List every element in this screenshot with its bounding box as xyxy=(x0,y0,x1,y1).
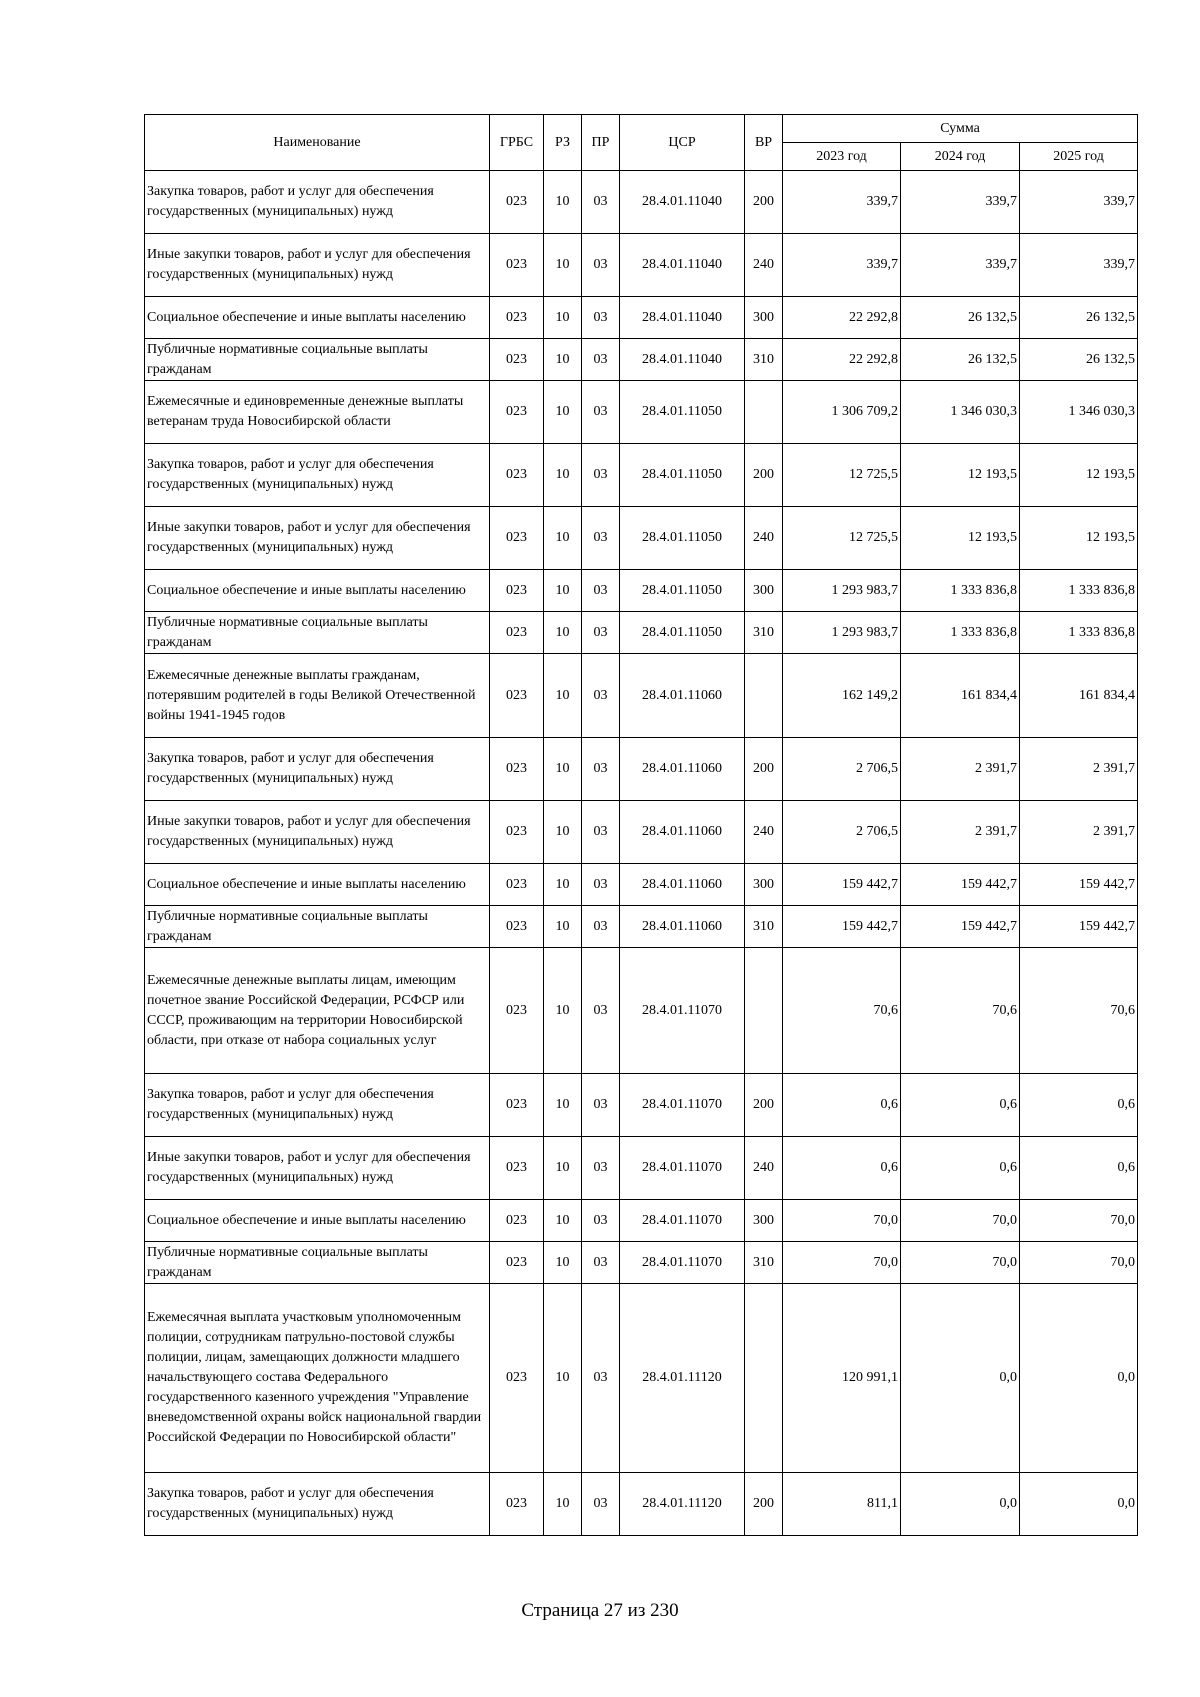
cell-grbs: 023 xyxy=(490,948,544,1074)
cell-sum-2025: 0,6 xyxy=(1020,1074,1138,1137)
table-row xyxy=(145,1242,1138,1284)
cell-csr: 28.4.01.11070 xyxy=(620,948,745,1074)
cell-sum-2025: 70,6 xyxy=(1020,948,1138,1074)
header-name: Наименование xyxy=(145,115,490,171)
cell-pr: 03 xyxy=(582,1473,620,1536)
cell-sum-2023: 811,1 xyxy=(783,1473,901,1536)
cell-csr: 28.4.01.11060 xyxy=(620,738,745,801)
cell-sum-2023: 162 149,2 xyxy=(783,654,901,738)
cell-rz: 10 xyxy=(544,1137,582,1200)
cell-sum-2025: 2 391,7 xyxy=(1020,738,1138,801)
table-body xyxy=(145,171,1138,1536)
table-row xyxy=(145,948,1138,1074)
cell-pr: 03 xyxy=(582,1200,620,1242)
cell-vr: 310 xyxy=(745,1242,783,1284)
header-vr: ВР xyxy=(745,115,783,171)
table-row xyxy=(145,1473,1138,1536)
cell-pr: 03 xyxy=(582,801,620,864)
cell-sum-2024: 1 333 836,8 xyxy=(901,570,1020,612)
table-row xyxy=(145,444,1138,507)
cell-sum-2025: 339,7 xyxy=(1020,234,1138,297)
cell-grbs: 023 xyxy=(490,1200,544,1242)
cell-sum-2025: 70,0 xyxy=(1020,1242,1138,1284)
cell-pr: 03 xyxy=(582,507,620,570)
cell-pr: 03 xyxy=(582,612,620,654)
cell-csr: 28.4.01.11050 xyxy=(620,570,745,612)
cell-grbs: 023 xyxy=(490,339,544,381)
cell-sum-2025: 26 132,5 xyxy=(1020,297,1138,339)
cell-sum-2023: 159 442,7 xyxy=(783,906,901,948)
cell-name: Социальное обеспечение и иные выплаты населению xyxy=(145,297,490,339)
cell-rz: 10 xyxy=(544,801,582,864)
cell-grbs: 023 xyxy=(490,864,544,906)
header-rz: РЗ xyxy=(544,115,582,171)
cell-csr: 28.4.01.11050 xyxy=(620,444,745,507)
cell-name: Иные закупки товаров, работ и услуг для обеспечения государственных (муниципальных) нужд xyxy=(145,234,490,297)
cell-name: Закупка товаров, работ и услуг для обеспечения государственных (муниципальных) нужд xyxy=(145,444,490,507)
cell-sum-2023: 159 442,7 xyxy=(783,864,901,906)
cell-name: Иные закупки товаров, работ и услуг для обеспечения государственных (муниципальных) нужд xyxy=(145,507,490,570)
cell-sum-2025: 161 834,4 xyxy=(1020,654,1138,738)
cell-sum-2023: 339,7 xyxy=(783,234,901,297)
cell-rz: 10 xyxy=(544,381,582,444)
cell-vr xyxy=(745,1284,783,1473)
table-row xyxy=(145,1074,1138,1137)
cell-vr: 200 xyxy=(745,738,783,801)
cell-csr: 28.4.01.11070 xyxy=(620,1200,745,1242)
cell-grbs: 023 xyxy=(490,444,544,507)
table-row xyxy=(145,297,1138,339)
cell-grbs: 023 xyxy=(490,738,544,801)
cell-sum-2024: 0,0 xyxy=(901,1473,1020,1536)
cell-pr: 03 xyxy=(582,864,620,906)
cell-csr: 28.4.01.11070 xyxy=(620,1242,745,1284)
cell-sum-2025: 159 442,7 xyxy=(1020,906,1138,948)
table-row xyxy=(145,171,1138,234)
cell-csr: 28.4.01.11040 xyxy=(620,234,745,297)
cell-pr: 03 xyxy=(582,738,620,801)
cell-sum-2024: 12 193,5 xyxy=(901,507,1020,570)
cell-sum-2024: 161 834,4 xyxy=(901,654,1020,738)
cell-sum-2025: 0,0 xyxy=(1020,1284,1138,1473)
header-grbs: ГРБС xyxy=(490,115,544,171)
cell-csr: 28.4.01.11060 xyxy=(620,864,745,906)
cell-name: Ежемесячные денежные выплаты гражданам, потерявшим родителей в годы Великой Отечественной войны 1941-1945 годов xyxy=(145,654,490,738)
cell-sum-2023: 12 725,5 xyxy=(783,507,901,570)
cell-pr: 03 xyxy=(582,297,620,339)
cell-vr xyxy=(745,654,783,738)
cell-sum-2023: 2 706,5 xyxy=(783,801,901,864)
cell-rz: 10 xyxy=(544,864,582,906)
header-sum: Сумма xyxy=(783,115,1138,143)
cell-rz: 10 xyxy=(544,1284,582,1473)
cell-pr: 03 xyxy=(582,570,620,612)
cell-name: Закупка товаров, работ и услуг для обеспечения государственных (муниципальных) нужд xyxy=(145,1473,490,1536)
cell-sum-2023: 1 306 709,2 xyxy=(783,381,901,444)
cell-csr: 28.4.01.11040 xyxy=(620,171,745,234)
cell-pr: 03 xyxy=(582,1242,620,1284)
cell-rz: 10 xyxy=(544,444,582,507)
cell-name: Ежемесячные и единовременные денежные выплаты ветеранам труда Новосибирской области xyxy=(145,381,490,444)
cell-grbs: 023 xyxy=(490,1242,544,1284)
cell-rz: 10 xyxy=(544,1473,582,1536)
cell-rz: 10 xyxy=(544,1242,582,1284)
table-row xyxy=(145,570,1138,612)
cell-sum-2023: 120 991,1 xyxy=(783,1284,901,1473)
table-row xyxy=(145,612,1138,654)
cell-name: Социальное обеспечение и иные выплаты населению xyxy=(145,1200,490,1242)
cell-rz: 10 xyxy=(544,612,582,654)
header-year-2023: 2023 год xyxy=(783,143,901,171)
cell-sum-2024: 0,0 xyxy=(901,1284,1020,1473)
header-year-2024: 2024 год xyxy=(901,143,1020,171)
cell-sum-2023: 22 292,8 xyxy=(783,297,901,339)
cell-vr: 240 xyxy=(745,1137,783,1200)
cell-grbs: 023 xyxy=(490,570,544,612)
cell-sum-2024: 0,6 xyxy=(901,1137,1020,1200)
cell-sum-2024: 70,0 xyxy=(901,1200,1020,1242)
cell-pr: 03 xyxy=(582,1137,620,1200)
cell-sum-2025: 1 346 030,3 xyxy=(1020,381,1138,444)
cell-grbs: 023 xyxy=(490,906,544,948)
cell-sum-2025: 2 391,7 xyxy=(1020,801,1138,864)
cell-pr: 03 xyxy=(582,1074,620,1137)
cell-sum-2024: 26 132,5 xyxy=(901,297,1020,339)
cell-sum-2024: 159 442,7 xyxy=(901,864,1020,906)
cell-pr: 03 xyxy=(582,381,620,444)
cell-sum-2025: 339,7 xyxy=(1020,171,1138,234)
budget-table xyxy=(144,114,1138,1536)
cell-name: Публичные нормативные социальные выплаты гражданам xyxy=(145,1242,490,1284)
cell-sum-2025: 159 442,7 xyxy=(1020,864,1138,906)
cell-vr xyxy=(745,381,783,444)
cell-grbs: 023 xyxy=(490,171,544,234)
cell-sum-2024: 26 132,5 xyxy=(901,339,1020,381)
cell-name: Закупка товаров, работ и услуг для обеспечения государственных (муниципальных) нужд xyxy=(145,171,490,234)
cell-name: Публичные нормативные социальные выплаты гражданам xyxy=(145,906,490,948)
cell-vr: 310 xyxy=(745,906,783,948)
cell-csr: 28.4.01.11050 xyxy=(620,612,745,654)
cell-sum-2023: 1 293 983,7 xyxy=(783,570,901,612)
cell-pr: 03 xyxy=(582,906,620,948)
cell-rz: 10 xyxy=(544,906,582,948)
cell-grbs: 023 xyxy=(490,234,544,297)
cell-name: Социальное обеспечение и иные выплаты населению xyxy=(145,570,490,612)
cell-sum-2023: 70,6 xyxy=(783,948,901,1074)
cell-rz: 10 xyxy=(544,234,582,297)
cell-sum-2024: 159 442,7 xyxy=(901,906,1020,948)
cell-sum-2025: 0,6 xyxy=(1020,1137,1138,1200)
cell-csr: 28.4.01.11120 xyxy=(620,1473,745,1536)
cell-csr: 28.4.01.11070 xyxy=(620,1074,745,1137)
cell-sum-2024: 70,0 xyxy=(901,1242,1020,1284)
cell-pr: 03 xyxy=(582,1284,620,1473)
cell-csr: 28.4.01.11070 xyxy=(620,1137,745,1200)
table-row xyxy=(145,801,1138,864)
cell-vr: 300 xyxy=(745,297,783,339)
header-csr: ЦСР xyxy=(620,115,745,171)
cell-rz: 10 xyxy=(544,297,582,339)
cell-name: Закупка товаров, работ и услуг для обеспечения государственных (муниципальных) нужд xyxy=(145,738,490,801)
cell-name: Иные закупки товаров, работ и услуг для обеспечения государственных (муниципальных) нужд xyxy=(145,801,490,864)
cell-sum-2025: 12 193,5 xyxy=(1020,507,1138,570)
cell-rz: 10 xyxy=(544,1074,582,1137)
table-row xyxy=(145,339,1138,381)
cell-name: Публичные нормативные социальные выплаты гражданам xyxy=(145,612,490,654)
cell-vr: 300 xyxy=(745,864,783,906)
cell-rz: 10 xyxy=(544,1200,582,1242)
cell-sum-2025: 12 193,5 xyxy=(1020,444,1138,507)
cell-grbs: 023 xyxy=(490,1473,544,1536)
cell-grbs: 023 xyxy=(490,1284,544,1473)
cell-grbs: 023 xyxy=(490,801,544,864)
cell-name: Социальное обеспечение и иные выплаты населению xyxy=(145,864,490,906)
cell-name: Ежемесячные денежные выплаты лицам, имеющим почетное звание Российской Федерации, РСФСР или СССР, проживающим на территории Новосибирской области, при отказе от набора социальных услуг xyxy=(145,948,490,1074)
table-row xyxy=(145,906,1138,948)
cell-sum-2023: 12 725,5 xyxy=(783,444,901,507)
table-row xyxy=(145,1200,1138,1242)
table-row xyxy=(145,234,1138,297)
cell-csr: 28.4.01.11040 xyxy=(620,339,745,381)
cell-sum-2023: 339,7 xyxy=(783,171,901,234)
cell-sum-2024: 0,6 xyxy=(901,1074,1020,1137)
cell-sum-2025: 0,0 xyxy=(1020,1473,1138,1536)
cell-pr: 03 xyxy=(582,234,620,297)
cell-sum-2025: 1 333 836,8 xyxy=(1020,570,1138,612)
cell-vr: 240 xyxy=(745,801,783,864)
cell-vr: 200 xyxy=(745,1473,783,1536)
cell-vr: 200 xyxy=(745,171,783,234)
cell-vr xyxy=(745,948,783,1074)
cell-rz: 10 xyxy=(544,339,582,381)
cell-pr: 03 xyxy=(582,444,620,507)
table-row xyxy=(145,864,1138,906)
cell-sum-2024: 2 391,7 xyxy=(901,738,1020,801)
cell-csr: 28.4.01.11050 xyxy=(620,381,745,444)
cell-grbs: 023 xyxy=(490,1074,544,1137)
cell-vr: 300 xyxy=(745,570,783,612)
cell-sum-2023: 1 293 983,7 xyxy=(783,612,901,654)
cell-vr: 300 xyxy=(745,1200,783,1242)
cell-name: Закупка товаров, работ и услуг для обеспечения государственных (муниципальных) нужд xyxy=(145,1074,490,1137)
table-row xyxy=(145,654,1138,738)
cell-csr: 28.4.01.11120 xyxy=(620,1284,745,1473)
table-row xyxy=(145,1284,1138,1473)
cell-rz: 10 xyxy=(544,171,582,234)
cell-sum-2023: 2 706,5 xyxy=(783,738,901,801)
cell-csr: 28.4.01.11060 xyxy=(620,906,745,948)
cell-rz: 10 xyxy=(544,507,582,570)
cell-sum-2024: 1 333 836,8 xyxy=(901,612,1020,654)
cell-grbs: 023 xyxy=(490,612,544,654)
header-pr: ПР xyxy=(582,115,620,171)
cell-sum-2023: 70,0 xyxy=(783,1200,901,1242)
cell-grbs: 023 xyxy=(490,654,544,738)
table-row xyxy=(145,381,1138,444)
table-header xyxy=(145,115,1138,171)
cell-csr: 28.4.01.11060 xyxy=(620,801,745,864)
cell-sum-2024: 1 346 030,3 xyxy=(901,381,1020,444)
cell-name: Публичные нормативные социальные выплаты гражданам xyxy=(145,339,490,381)
cell-rz: 10 xyxy=(544,948,582,1074)
header-year-2025: 2025 год xyxy=(1020,143,1138,171)
table-row xyxy=(145,1137,1138,1200)
cell-sum-2023: 0,6 xyxy=(783,1074,901,1137)
cell-sum-2024: 339,7 xyxy=(901,171,1020,234)
page-number: Страница 27 из 230 xyxy=(521,1600,679,1621)
cell-grbs: 023 xyxy=(490,297,544,339)
cell-vr: 200 xyxy=(745,444,783,507)
cell-pr: 03 xyxy=(582,654,620,738)
cell-vr: 240 xyxy=(745,234,783,297)
cell-grbs: 023 xyxy=(490,381,544,444)
cell-csr: 28.4.01.11050 xyxy=(620,507,745,570)
cell-rz: 10 xyxy=(544,654,582,738)
table-row xyxy=(145,738,1138,801)
cell-sum-2025: 70,0 xyxy=(1020,1200,1138,1242)
table-row xyxy=(145,507,1138,570)
cell-sum-2024: 2 391,7 xyxy=(901,801,1020,864)
cell-sum-2024: 70,6 xyxy=(901,948,1020,1074)
cell-pr: 03 xyxy=(582,171,620,234)
cell-grbs: 023 xyxy=(490,1137,544,1200)
cell-sum-2024: 12 193,5 xyxy=(901,444,1020,507)
cell-csr: 28.4.01.11040 xyxy=(620,297,745,339)
cell-rz: 10 xyxy=(544,738,582,801)
cell-sum-2023: 70,0 xyxy=(783,1242,901,1284)
cell-sum-2023: 22 292,8 xyxy=(783,339,901,381)
cell-name: Ежемесячная выплата участковым уполномоченным полиции, сотрудникам патрульно-постовой службы полиции, лицам, замещающих должности младшего начальствующего состава Федерального государственного казенного учреждения "Управление вневедомственной охраны войск национальной гвардии Российской Федерации по Новосибирской области" xyxy=(145,1284,490,1473)
cell-grbs: 023 xyxy=(490,507,544,570)
cell-vr: 200 xyxy=(745,1074,783,1137)
cell-sum-2024: 339,7 xyxy=(901,234,1020,297)
cell-sum-2025: 1 333 836,8 xyxy=(1020,612,1138,654)
cell-vr: 310 xyxy=(745,339,783,381)
cell-name: Иные закупки товаров, работ и услуг для обеспечения государственных (муниципальных) нужд xyxy=(145,1137,490,1200)
cell-pr: 03 xyxy=(582,948,620,1074)
cell-sum-2023: 0,6 xyxy=(783,1137,901,1200)
cell-csr: 28.4.01.11060 xyxy=(620,654,745,738)
cell-vr: 240 xyxy=(745,507,783,570)
cell-pr: 03 xyxy=(582,339,620,381)
cell-sum-2025: 26 132,5 xyxy=(1020,339,1138,381)
cell-rz: 10 xyxy=(544,570,582,612)
cell-vr: 310 xyxy=(745,612,783,654)
